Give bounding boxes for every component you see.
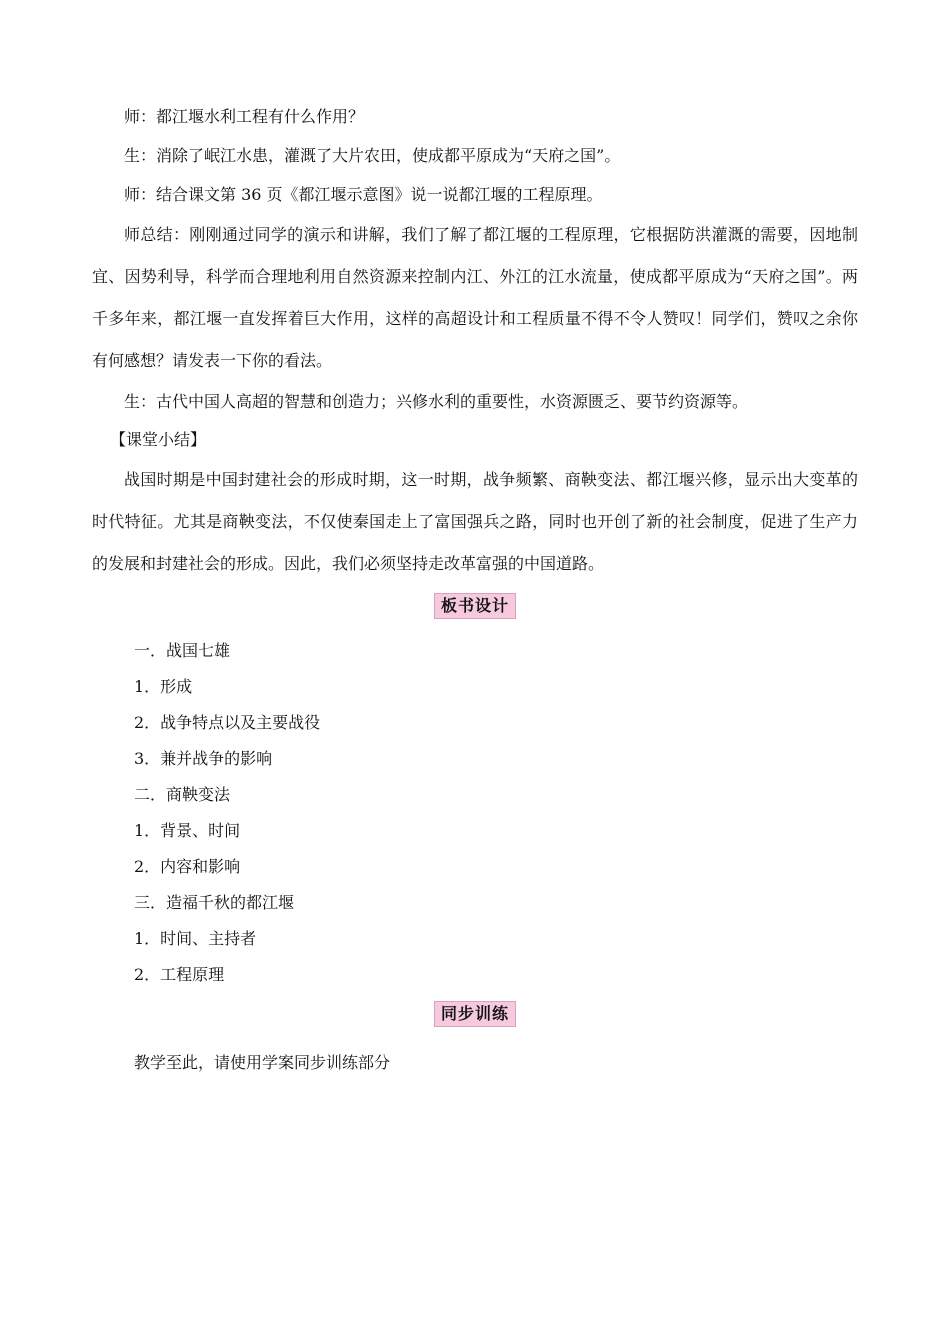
outline-item: 2．内容和影响 [134, 857, 241, 876]
dialogue-line-student-answer: 生：消除了岷江水患，灌溉了大片农田，使成都平原成为“天府之国”。 [124, 146, 621, 165]
outline-item: 1．背景、时间 [134, 821, 241, 840]
document-content [92, 97, 858, 1081]
outline-item: 一．战国七雄 [134, 641, 231, 660]
student-reflection-line: 生：古代中国人高超的智慧和创造力；兴修水利的重要性，水资源匮乏、要节约资源等。 [124, 392, 749, 411]
class-summary-paragraph: 战国时期是中国封建社会的形成时期，这一时期，战争频繁、商鞅变法、都江堰兴修，显示出大变革的时代特征。尤其是商鞅变法，不仅使秦国走上了富国强兵之路，同时也开创了新的社会制度，促进了生产力的发展和封建社会的形成。因此，我们必须坚持走改革富强的中国道路。 [92, 470, 858, 573]
board-design-section-title [92, 589, 858, 623]
outline-item: 二．商鞅变法 [134, 785, 231, 804]
sync-training-title-label: 同步训练 [434, 1001, 516, 1027]
outline-item: 1．形成 [134, 677, 193, 696]
board-design-title-label: 板书设计 [434, 593, 516, 619]
dialogue-line-teacher-question: 师：都江堰水利工程有什么作用？ [124, 107, 365, 126]
outline-item: 2．战争特点以及主要战役 [134, 713, 321, 732]
sync-training-section-title [92, 997, 858, 1031]
teacher-summary-paragraph: 师总结：刚刚通过同学的演示和讲解，我们了解了都江堰的工程原理，它根据防洪灌溉的需要，因地制宜、因势利导，科学而合理地利用自然资源来控制内江、外江的江水流量，使成都平原成为“天府之国”。两千多年来，都江堰一直发挥着巨大作用，这样的高超设计和工程质量不得不令人赞叹！同学们，赞叹之余你有何感想？请发表一下你的看法。 [92, 225, 858, 370]
dialogue-line-teacher-prompt: 师：结合课文第 36 页《都江堰示意图》说一说都江堰的工程原理。 [124, 185, 603, 204]
outline-item: 3．兼并战争的影响 [134, 749, 273, 768]
outline-item: 2．工程原理 [134, 965, 225, 984]
outline-item: 1．时间、主持者 [134, 929, 257, 948]
class-summary-heading: 【课堂小结】 [110, 430, 207, 449]
sync-training-instruction: 教学至此，请使用学案同步训练部分 [134, 1053, 391, 1072]
board-design-outline [92, 633, 858, 993]
outline-item: 三．造福千秋的都江堰 [134, 893, 295, 912]
